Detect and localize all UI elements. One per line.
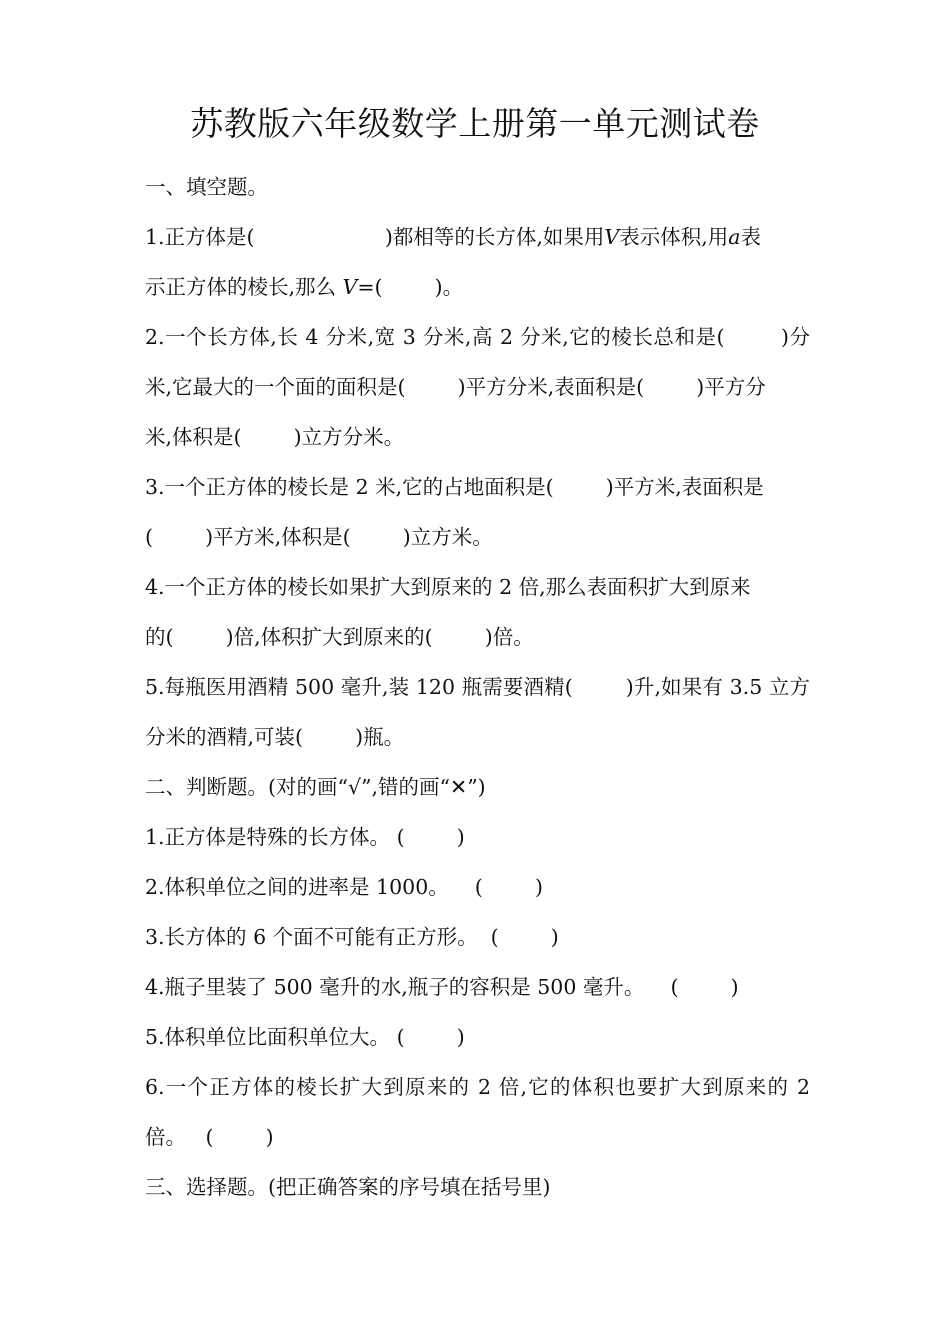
text-segment: =( )。 [357,275,464,299]
question-line: 5.每瓶医用酒精 500 毫升,装 120 瓶需要酒精( )升,如果有 3.5 立方 [145,675,810,699]
section-heading-true-false: 二、判断题。(对的画“√”,错的画“✕”) [145,775,486,799]
question-line: 3.一个正方体的棱长是 2 米,它的占地面积是( )平方米,表面积是 [145,475,764,499]
question-line: 米,体积是( )立方分米。 [145,425,405,449]
question-line: 2.体积单位之间的进率是 1000。 ( ) [145,875,543,899]
question-line: 4.瓶子里装了 500 毫升的水,瓶子的容积是 500 毫升。 ( ) [145,975,739,999]
question-line: 3.长方体的 6 个面不可能有正方形。 ( ) [145,925,559,949]
text-segment: 示正方体的棱长,那么 [145,275,343,299]
question-line: 5.体积单位比面积单位大。 ( ) [145,1025,465,1049]
question-line: 2.一个长方体,长 4 分米,宽 3 分米,高 2 分米,它的棱长总和是( )分 [145,325,810,349]
question-line [145,274,463,300]
variable-v: V [604,225,620,249]
question-line: ( )平方米,体积是( )立方米。 [145,525,493,549]
variable-v: V [342,275,358,299]
question-line: 米,它最大的一个面的面积是( )平方分米,表面积是( )平方分 [145,375,766,399]
text-segment: 表 [740,225,761,249]
section-heading-multiple-choice: 三、选择题。(把正确答案的序号填在括号里) [145,1175,551,1199]
question-line: 6.一个正方体的棱长扩大到原来的 2 倍,它的体积也要扩大到原来的 2 [145,1075,810,1099]
question-line [145,224,761,250]
page-title: 苏教版六年级数学上册第一单元测试卷 [190,104,760,143]
question-line: 分米的酒精,可装( )瓶。 [145,725,405,749]
variable-a: a [728,225,741,249]
question-line: 4.一个正方体的棱长如果扩大到原来的 2 倍,那么表面积扩大到原来 [145,575,751,599]
question-line: 倍。 ( ) [145,1125,274,1149]
question-line: 1.正方体是特殊的长方体。 ( ) [145,825,465,849]
question-line: 的( )倍,体积扩大到原来的( )倍。 [145,625,534,649]
text-segment: 表示体积,用 [619,225,729,249]
section-heading-fill-blank: 一、填空题。 [145,175,268,199]
text-segment: 1.正方体是( )都相等的长方体,如果用 [145,225,605,249]
